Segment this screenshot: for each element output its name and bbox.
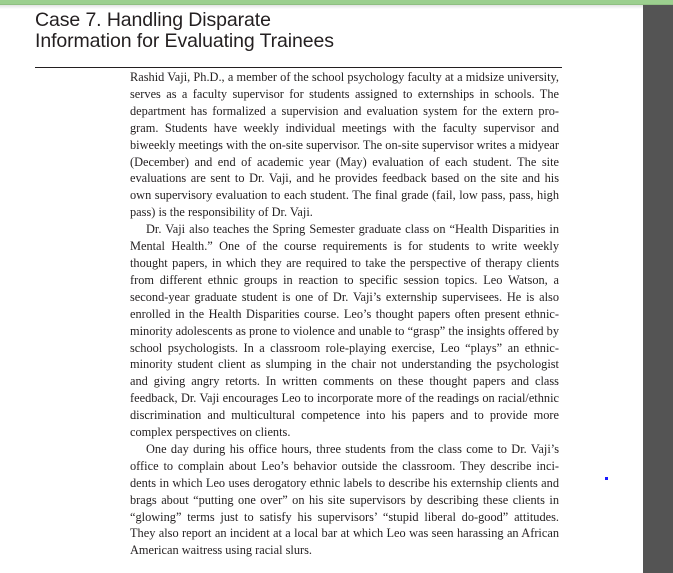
heading-line-2: Information for Evaluating Trainees — [35, 30, 334, 52]
paragraph-2: Dr. Vaji also teaches the Spring Semester graduate class on “Health Disparities in Mental Health.” One of the course requirements is for students to write weekly thought papers, in which they are required to take the perspective of therapy clients from different ethnic groups in reaction to specific session topics. Leo Watson, a second-year graduate student is one of Dr. Vaji’s externship supervisees. He is also enrolled in the Health Disparities course. Leo’s thought papers often present ethnic-minority adolescents as prone to violence and unable to “grasp” the insights offered by school psychologists. In a classroom role-playing exercise, Leo “plays” an ethnic-minority student client as slumping in the chair not understanding the psychologist and giving angry retorts. In written comments on these thought papers and class feedback, Dr. Vaji encourages Leo to incorporate more of the readings on racial/ethnic discrimination and multicultural competence into his papers and to provide more complex perspectives on clients. — [130, 222, 559, 440]
heading-divider — [35, 67, 562, 68]
case-body — [130, 69, 559, 559]
cursor-marker-dot — [605, 477, 608, 480]
paragraph-1: Rashid Vaji, Ph.D., a member of the school psychology faculty at a midsize university, serves as a faculty supervisor for students assigned to externships in schools. The department has formalized a supervision and evaluation system for the extern program. Students have weekly individual meetings with the faculty supervisor and biweekly meetings with the on-site supervisor. The on-site supervisor writes a midyear (December) and end of academic year (May) evaluation of each student. The site evaluations are sent to Dr. Vaji, and he provides feedback based on the site and his own supervisory evaluation to each student. The final grade (fail, low pass, pass, high pass) is the responsibility of Dr. Vaji. — [130, 70, 559, 220]
document-page — [0, 5, 643, 573]
paragraph-3: One day during his office hours, three students from the class come to Dr. Vaji’s office to complain about Leo’s behavior outside the classroom. They describe incidents in which Leo uses derogatory ethnic labels to describe his externship clients and brags about “putting one over” on his site supervisors by describing these clients in “glowing” terms just to satisfy his supervisors’ “stupid liberal do-good” attitudes. They also report an incident at a local bar at which Leo was seen harassing an African American waitress using racial slurs. — [130, 441, 559, 558]
case-heading — [35, 10, 575, 52]
viewer-side-panel[interactable] — [643, 5, 673, 573]
heading-line-1: Case 7. Handling Disparate — [35, 9, 271, 31]
